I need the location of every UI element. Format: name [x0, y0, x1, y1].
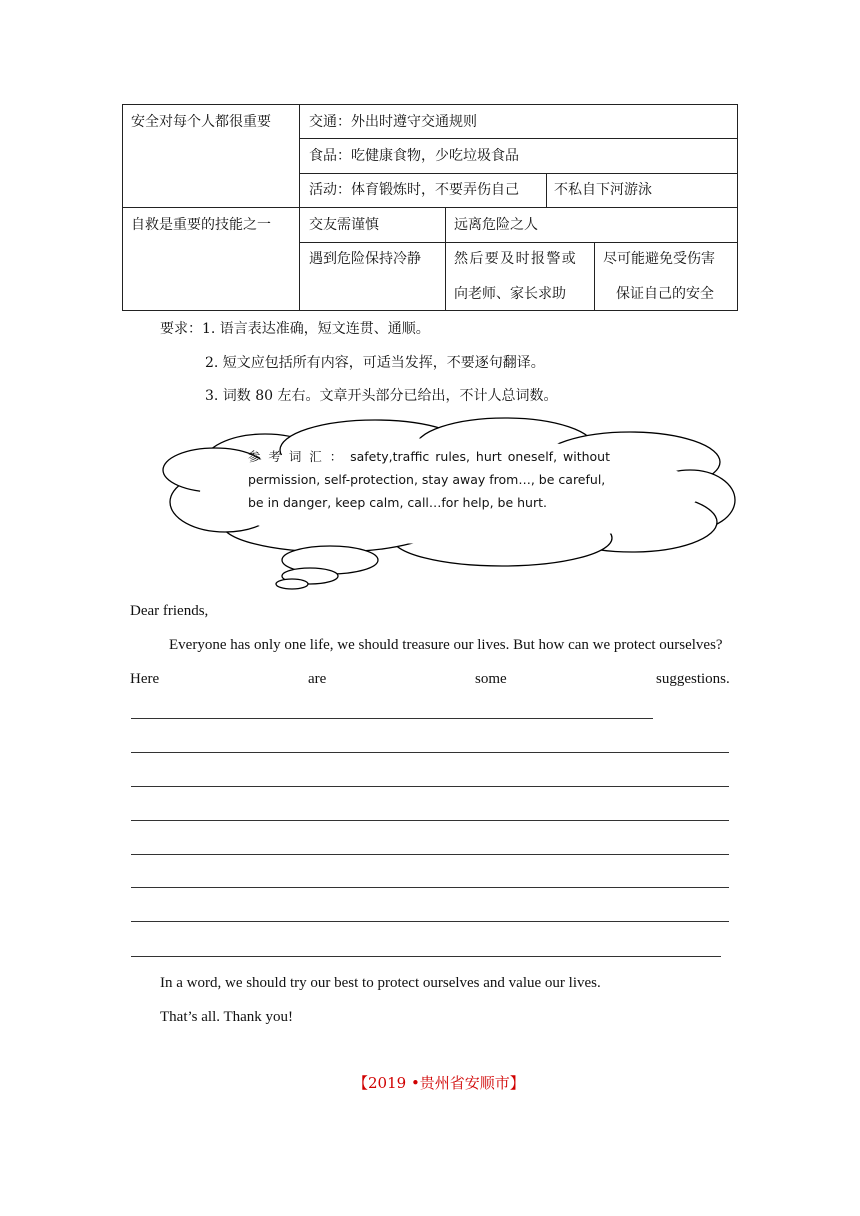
table-cell-food: 食品：吃健康食物，少吃垃圾食品 — [309, 148, 519, 164]
requirement-3: 3. 词数 80 左右。文章开头部分已给出，不计人总词数。 — [205, 388, 558, 404]
vocabulary-line-2: permission, self-protection, stay away from…, be careful, — [248, 472, 606, 487]
table-cell-calm: 遇到危险保持冷静 — [309, 251, 421, 267]
vocabulary-box — [248, 445, 610, 514]
table-cell-traffic: 交通：外出时遵守交通规则 — [309, 114, 477, 130]
answer-line[interactable] — [131, 786, 729, 787]
table-cell-selfrescue-heading: 自救是重要的技能之一 — [131, 217, 271, 233]
table-cell-activity: 活动：体育锻炼时，不要弄伤自己 — [309, 182, 519, 198]
answer-line[interactable] — [131, 718, 653, 719]
opening-sentence: Everyone has only one life, we should treasure our lives. But how can we protect ourselves? — [169, 637, 723, 653]
table-cell-dangerous-people: 远离危险之人 — [454, 217, 538, 233]
salutation: Dear friends, — [130, 603, 209, 619]
word-here: Here — [130, 671, 160, 687]
table-cell-avoid-2: 保证自己的安全 — [616, 286, 714, 302]
answer-line[interactable] — [131, 854, 729, 855]
answer-line[interactable] — [131, 887, 729, 888]
requirement-1: 要求：1. 语言表达准确，短文连贯、通顺。 — [160, 321, 430, 337]
vocabulary-line-3: be in danger, keep calm, call…for help, be hurt. — [248, 495, 547, 510]
table-cell-report-2: 向老师、家长求助 — [454, 286, 566, 302]
table-cell-swim: 不私自下河游泳 — [554, 182, 652, 198]
answer-line[interactable] — [131, 752, 729, 753]
table-cell-report-1: 然后要及时报警或 — [454, 251, 578, 267]
answer-line[interactable] — [131, 921, 729, 922]
requirement-2: 2. 短文应包括所有内容，可适当发挥，不要逐句翻译。 — [205, 355, 545, 371]
answer-line[interactable] — [131, 820, 729, 821]
content-table — [122, 104, 738, 311]
word-suggestions: suggestions. — [656, 671, 730, 687]
closing-thanks: That’s all. Thank you! — [160, 1009, 294, 1025]
word-are: are — [308, 671, 327, 687]
source-label: 【2019 •贵州省安顺市】 — [353, 1074, 525, 1092]
answer-line[interactable] — [131, 956, 721, 957]
table-cell-avoid-1: 尽可能避免受伤害 — [603, 251, 715, 267]
table-cell-safety-heading: 安全对每个人都很重要 — [131, 114, 271, 130]
table-cell-friends: 交友需谨慎 — [309, 217, 379, 233]
closing-sentence: In a word, we should try our best to protect ourselves and value our lives. — [160, 975, 601, 991]
vocabulary-line-1: 参 考 词 汇 ： safety,traffic rules, hurt oneself, without — [248, 449, 610, 464]
word-some: some — [475, 671, 507, 687]
